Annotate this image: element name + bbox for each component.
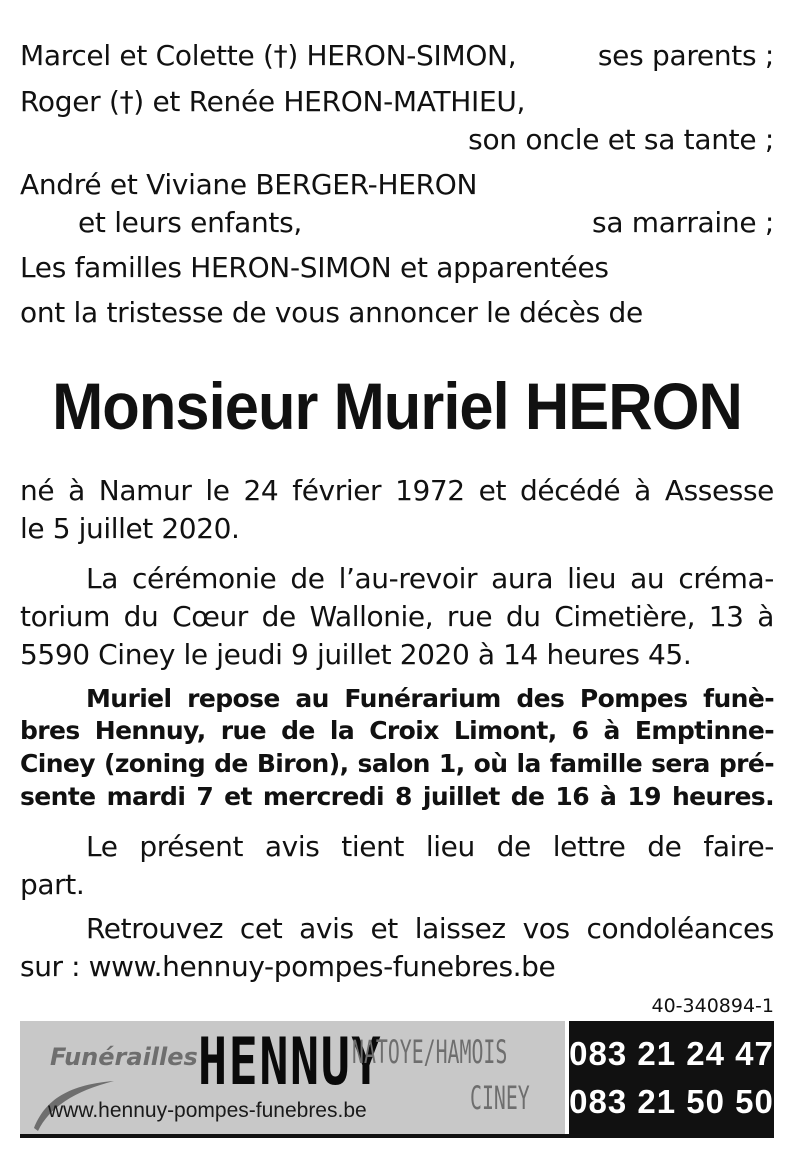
funerailles-label: Funérailles xyxy=(50,1043,198,1071)
family-line-families xyxy=(20,250,774,286)
announcement-line xyxy=(20,295,774,331)
godmother-relation: sa marraine ; xyxy=(592,206,774,239)
birth-line-2: le 5 juillet 2020. xyxy=(20,512,240,545)
notice-line-2: part. xyxy=(20,868,85,901)
banner-bottom-rule xyxy=(20,1134,774,1138)
godmother-names: André et Viviane BERGER-HERON xyxy=(20,168,478,201)
rest-line-1: Muriel repose au Funérarium des Pompes funè- xyxy=(86,684,774,713)
condolence-line-2: sur : www.hennuy-pompes-funebres.be xyxy=(20,950,556,983)
banner-website: www.hennuy-pompes-funebres.be xyxy=(48,1099,367,1122)
announcement-text: ont la tristesse de vous annoncer le décès de xyxy=(20,296,643,329)
obituary-notice xyxy=(20,0,774,1157)
ceremony-line-1: La cérémonie de l’au-revoir aura lieu au créma- xyxy=(86,562,774,595)
family-line-children xyxy=(20,205,774,241)
funeral-home-banner xyxy=(20,1021,774,1134)
ceremony-line-2: torium du Cœur de Wallonie, rue du Cimetière, 13 à xyxy=(20,600,774,633)
phone-number-1: 083 21 24 47 xyxy=(569,1035,774,1072)
location-natoye-hamois: NATOYE/HAMOIS xyxy=(352,1033,508,1071)
children-text: et leurs enfants, xyxy=(78,206,302,239)
rest-line-4: sente mardi 7 et mercredi 8 juillet de 16 à 19 heures. xyxy=(20,782,774,811)
brand-logo: HENNUY xyxy=(198,1023,383,1100)
banner-logo-panel xyxy=(20,1021,565,1134)
uncle-names: Roger (†) et Renée HERON-MATHIEU, xyxy=(20,85,526,118)
parents-names: Marcel et Colette (†) HERON-SIMON, xyxy=(20,39,517,72)
location-ciney: CINEY xyxy=(470,1079,530,1117)
rest-line-2: bres Hennuy, rue de la Croix Limont, 6 à Emptinne- xyxy=(20,716,774,745)
family-line-parents xyxy=(20,38,774,74)
condolence-line-1: Retrouvez cet avis et laissez vos condoléances xyxy=(86,912,774,945)
uncle-relation: son oncle et sa tante ; xyxy=(468,123,774,156)
parents-relation: ses parents ; xyxy=(597,39,774,72)
ceremony-line-3: 5590 Ciney le jeudi 9 juillet 2020 à 14 heures 45. xyxy=(20,638,692,671)
family-line-uncle xyxy=(20,84,774,120)
phone-number-2: 083 21 50 50 xyxy=(569,1083,774,1120)
reference-number: 40-340894-1 xyxy=(651,995,774,1017)
birth-line-1: né à Namur le 24 février 1972 et décédé à Assesse xyxy=(20,474,774,507)
deceased-name: Monsieur Muriel HERON xyxy=(52,369,742,443)
rest-line-3: Ciney (zoning de Biron), salon 1, où la famille sera pré- xyxy=(20,749,774,778)
notice-line-1: Le présent avis tient lieu de lettre de faire- xyxy=(86,830,774,863)
families-text: Les familles HERON-SIMON et apparentées xyxy=(20,251,609,284)
banner-phone-panel xyxy=(569,1021,774,1134)
family-line-godmother xyxy=(20,167,774,203)
